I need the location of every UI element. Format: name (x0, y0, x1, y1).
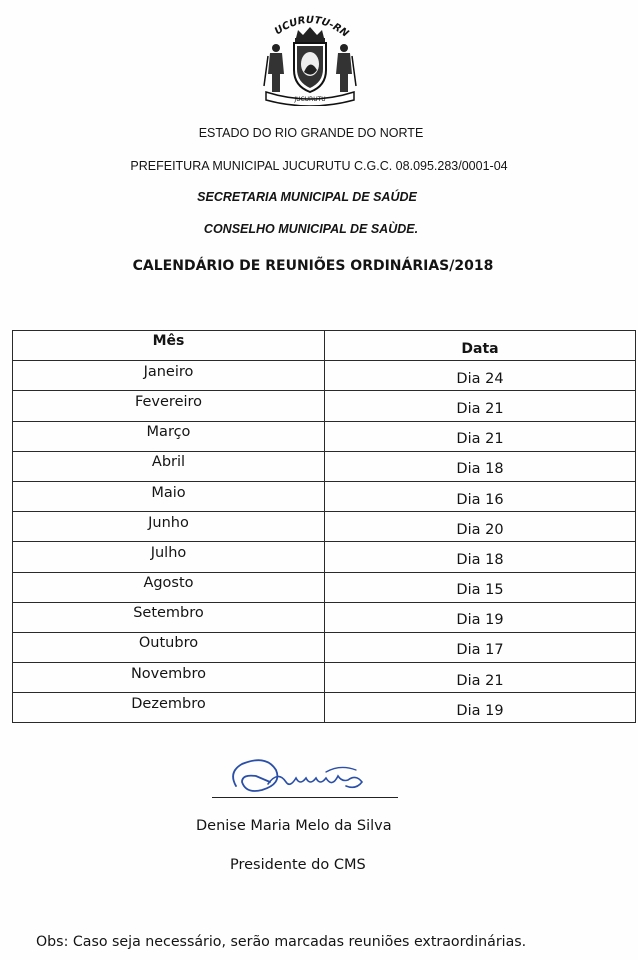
month-column-header: Mês (13, 331, 325, 361)
date-cell: Dia 21 (325, 421, 636, 451)
handwritten-signature (206, 752, 402, 800)
month-cell: Agosto (13, 572, 325, 602)
month-cell: Outubro (13, 632, 325, 662)
month-cell: Fevereiro (13, 391, 325, 421)
month-cell: Março (13, 421, 325, 451)
table-row (13, 512, 636, 542)
table-row (13, 572, 636, 602)
table-row (13, 391, 636, 421)
table-row (13, 632, 636, 662)
council-line: CONSELHO MUNICIPAL DE SAÙDE. (203, 222, 419, 236)
table-row (13, 361, 636, 391)
municipal-seal-logo (262, 12, 358, 106)
table-row (13, 663, 636, 693)
meetings-calendar-table (12, 330, 636, 723)
date-cell: Dia 21 (325, 391, 636, 421)
date-cell: Dia 21 (325, 663, 636, 693)
month-cell: Julho (13, 542, 325, 572)
date-cell: Dia 15 (325, 572, 636, 602)
prefecture-line: PREFEITURA MUNICIPAL JUCURUTU C.G.C. 08.095.283/0001-04 (130, 159, 508, 173)
month-cell: Novembro (13, 663, 325, 693)
table-row (13, 602, 636, 632)
date-cell: Dia 24 (325, 361, 636, 391)
table-row (13, 481, 636, 511)
date-cell: Dia 18 (325, 542, 636, 572)
svg-text:JUCURUTU: JUCURUTU (294, 96, 326, 103)
date-cell: Dia 18 (325, 451, 636, 481)
secretariat-line: SECRETARIA MUNICIPAL DE SAÚDE (197, 190, 417, 204)
month-cell: Abril (13, 451, 325, 481)
svg-text:JUCURUTU-RN: UCURUTU-RN (272, 14, 351, 40)
date-cell: Dia 17 (325, 632, 636, 662)
month-cell: Maio (13, 481, 325, 511)
table-row (13, 693, 636, 723)
date-cell: Dia 16 (325, 481, 636, 511)
document-title: CALENDÁRIO DE REUNIÕES ORDINÁRIAS/2018 (132, 258, 494, 274)
table-row (13, 451, 636, 481)
month-cell: Junho (13, 512, 325, 542)
date-cell: Dia 19 (325, 602, 636, 632)
signatory-role: Presidente do CMS (230, 857, 366, 873)
month-cell: Dezembro (13, 693, 325, 723)
signatory-name: Denise Maria Melo da Silva (196, 818, 392, 834)
month-cell: Janeiro (13, 361, 325, 391)
observation-note: Obs: Caso seja necessário, serão marcadas reuniões extraordinárias. (36, 934, 527, 950)
date-cell: Dia 20 (325, 512, 636, 542)
table-header-row (13, 331, 636, 361)
month-cell: Setembro (13, 602, 325, 632)
signature-line (212, 797, 398, 798)
date-cell: Dia 19 (325, 693, 636, 723)
state-name: ESTADO DO RIO GRANDE DO NORTE (198, 126, 424, 140)
date-column-header: Data (325, 331, 636, 361)
table-row (13, 542, 636, 572)
table-row (13, 421, 636, 451)
